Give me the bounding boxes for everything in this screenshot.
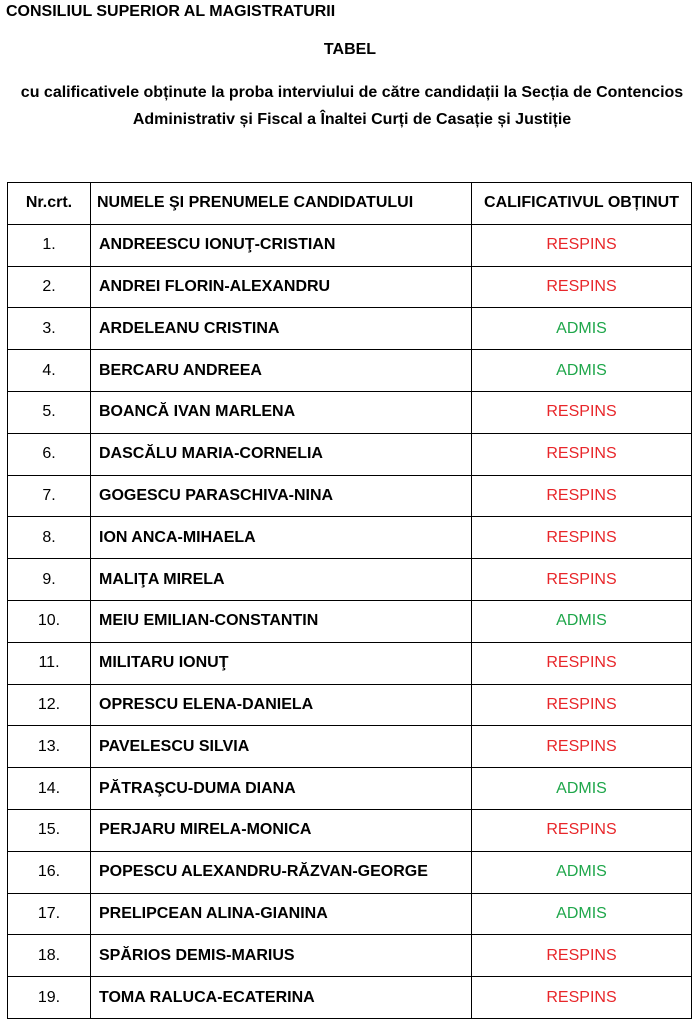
row-number: 12. bbox=[8, 684, 91, 726]
candidate-name: BERCARU ANDREEA bbox=[91, 350, 472, 392]
candidate-name: PERJARU MIRELA-MONICA bbox=[91, 809, 472, 851]
result-status: RESPINS bbox=[472, 433, 692, 475]
table-row bbox=[8, 224, 692, 266]
table-row bbox=[8, 977, 692, 1019]
candidate-name: ARDELEANU CRISTINA bbox=[91, 308, 472, 350]
table-row bbox=[8, 391, 692, 433]
candidate-name: PĂTRAŞCU-DUMA DIANA bbox=[91, 768, 472, 810]
table-row bbox=[8, 266, 692, 308]
table-row bbox=[8, 433, 692, 475]
candidate-name: ANDREESCU IONUŢ-CRISTIAN bbox=[91, 224, 472, 266]
table-row bbox=[8, 935, 692, 977]
table-row bbox=[8, 851, 692, 893]
row-number: 5. bbox=[8, 391, 91, 433]
row-number: 19. bbox=[8, 977, 91, 1019]
institution-name: CONSILIUL SUPERIOR AL MAGISTRATURII bbox=[6, 3, 336, 20]
result-status: ADMIS bbox=[472, 308, 692, 350]
table-row bbox=[8, 475, 692, 517]
row-number: 10. bbox=[8, 600, 91, 642]
candidate-name: TOMA RALUCA-ECATERINA bbox=[91, 977, 472, 1019]
result-status: RESPINS bbox=[472, 977, 692, 1019]
row-number: 14. bbox=[8, 768, 91, 810]
result-status: RESPINS bbox=[472, 642, 692, 684]
row-number: 8. bbox=[8, 517, 91, 559]
row-number: 15. bbox=[8, 809, 91, 851]
row-number: 16. bbox=[8, 851, 91, 893]
candidate-name: GOGESCU PARASCHIVA-NINA bbox=[91, 475, 472, 517]
row-number: 9. bbox=[8, 559, 91, 601]
table-row bbox=[8, 517, 692, 559]
table-row bbox=[8, 642, 692, 684]
table-row bbox=[8, 600, 692, 642]
table-row bbox=[8, 893, 692, 935]
table-row bbox=[8, 768, 692, 810]
result-status: RESPINS bbox=[472, 475, 692, 517]
result-status: RESPINS bbox=[472, 726, 692, 768]
result-status: RESPINS bbox=[472, 684, 692, 726]
table-row bbox=[8, 559, 692, 601]
candidate-name: SPĂRIOS DEMIS-MARIUS bbox=[91, 935, 472, 977]
result-status: ADMIS bbox=[472, 350, 692, 392]
row-number: 18. bbox=[8, 935, 91, 977]
result-status: ADMIS bbox=[472, 600, 692, 642]
table-row bbox=[8, 726, 692, 768]
result-status: RESPINS bbox=[472, 224, 692, 266]
candidate-name: ION ANCA-MIHAELA bbox=[91, 517, 472, 559]
row-number: 11. bbox=[8, 642, 91, 684]
candidate-name: ANDREI FLORIN-ALEXANDRU bbox=[91, 266, 472, 308]
table-row bbox=[8, 350, 692, 392]
candidate-name: MEIU EMILIAN-CONSTANTIN bbox=[91, 600, 472, 642]
row-number: 4. bbox=[8, 350, 91, 392]
row-number: 17. bbox=[8, 893, 91, 935]
results-table bbox=[7, 182, 692, 1019]
row-number: 1. bbox=[8, 224, 91, 266]
candidate-name: PAVELESCU SILVIA bbox=[91, 726, 472, 768]
column-header-name: NUMELE ŞI PRENUMELE CANDIDATULUI bbox=[91, 183, 472, 225]
result-status: ADMIS bbox=[472, 893, 692, 935]
candidate-name: BOANCĂ IVAN MARLENA bbox=[91, 391, 472, 433]
candidate-name: PRELIPCEAN ALINA-GIANINA bbox=[91, 893, 472, 935]
document-title: TABEL bbox=[323, 41, 377, 58]
table-row bbox=[8, 684, 692, 726]
table-header-row bbox=[8, 183, 692, 225]
table-row bbox=[8, 809, 692, 851]
row-number: 6. bbox=[8, 433, 91, 475]
result-status: RESPINS bbox=[472, 517, 692, 559]
row-number: 7. bbox=[8, 475, 91, 517]
column-header-nr: Nr.crt. bbox=[8, 183, 91, 225]
table-row bbox=[8, 308, 692, 350]
result-status: RESPINS bbox=[472, 266, 692, 308]
document-subtitle: cu calificativele obținute la proba interviului de către candidații la Secția de Contencios Administrativ și Fiscal a Înaltei Curți de Casație și Justiție bbox=[20, 84, 684, 128]
result-status: RESPINS bbox=[472, 559, 692, 601]
candidate-name: OPRESCU ELENA-DANIELA bbox=[91, 684, 472, 726]
result-status: RESPINS bbox=[472, 391, 692, 433]
result-status: ADMIS bbox=[472, 768, 692, 810]
row-number: 3. bbox=[8, 308, 91, 350]
result-status: RESPINS bbox=[472, 809, 692, 851]
candidate-name: POPESCU ALEXANDRU-RĂZVAN-GEORGE bbox=[91, 851, 472, 893]
column-header-result: CALIFICATIVUL OBȚINUT bbox=[472, 183, 692, 225]
table-body bbox=[8, 224, 692, 1018]
row-number: 2. bbox=[8, 266, 91, 308]
row-number: 13. bbox=[8, 726, 91, 768]
candidate-name: MILITARU IONUŢ bbox=[91, 642, 472, 684]
result-status: RESPINS bbox=[472, 935, 692, 977]
candidate-name: MALIŢA MIRELA bbox=[91, 559, 472, 601]
candidate-name: DASCĂLU MARIA-CORNELIA bbox=[91, 433, 472, 475]
result-status: ADMIS bbox=[472, 851, 692, 893]
